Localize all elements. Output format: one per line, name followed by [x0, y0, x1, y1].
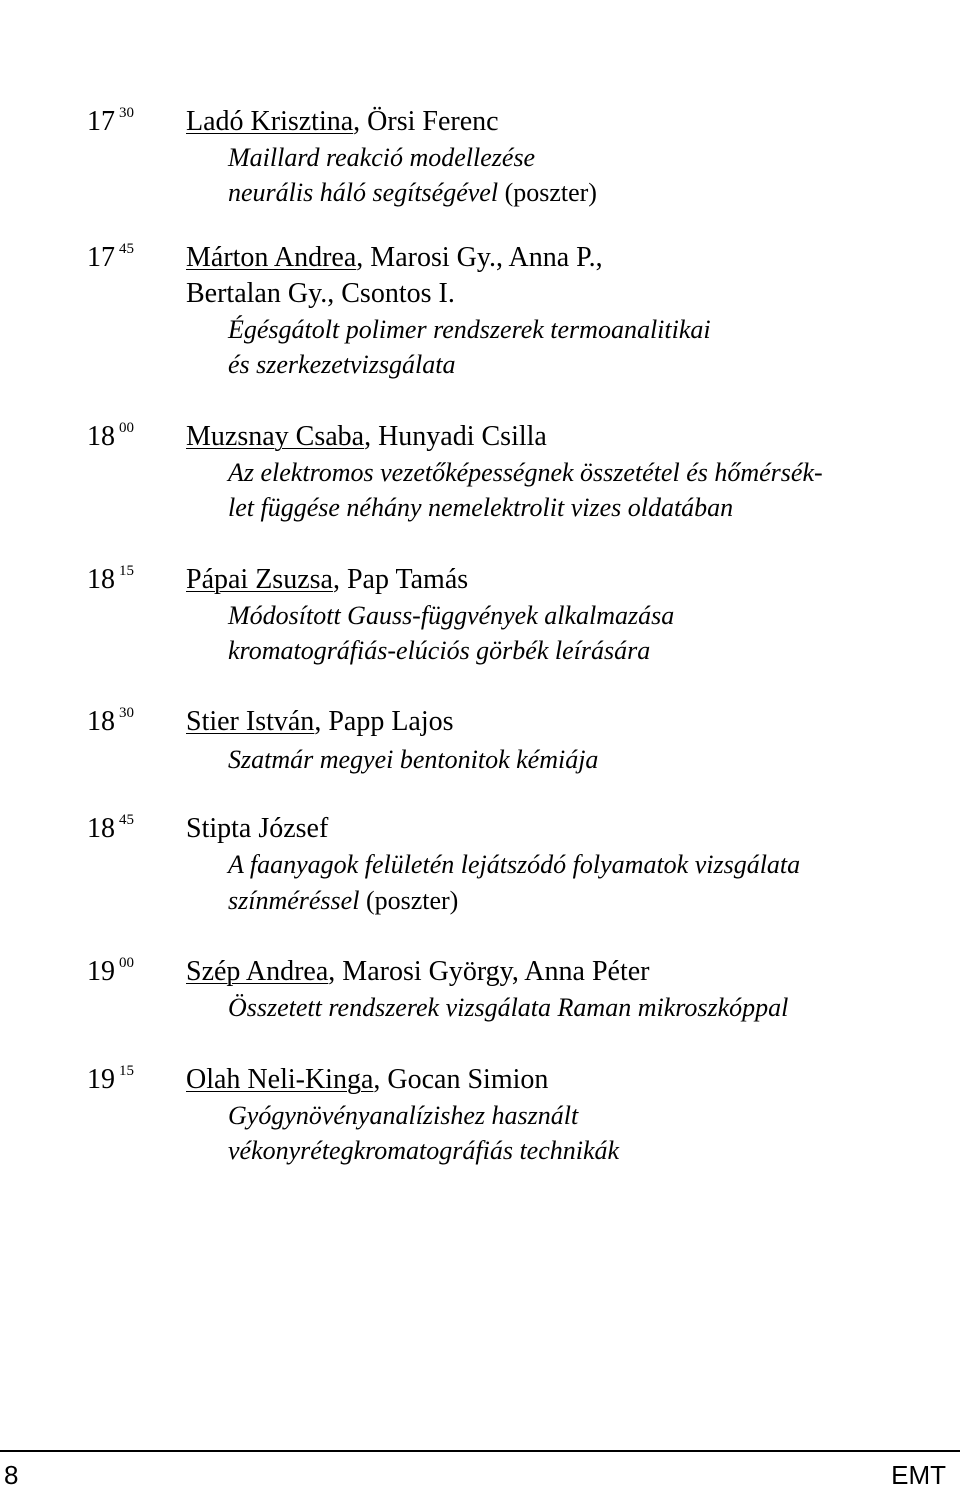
- talk-title: és szerkezetvizsgálata: [228, 350, 456, 379]
- authors-continued: Bertalan Gy., Csontos I.: [186, 278, 455, 309]
- talk-title: let függése néhány nemelektrolit vizes oldatában: [228, 493, 734, 522]
- talk-title: kromatográfiás-elúciós görbék leírására: [228, 636, 651, 665]
- talk-title: neurális háló segítségével (poszter): [228, 178, 597, 207]
- session-time: 19 $^{00}$: [87, 955, 134, 987]
- talk-title: A faanyagok felületén lejátszódó folyamatok vizsgálata: [228, 850, 801, 879]
- page-number: 8: [4, 1460, 19, 1490]
- session-time: 17 $^{30}$: [87, 105, 134, 137]
- authors: Stier István, Papp Lajos: [186, 706, 454, 737]
- session-time: 17 $^{45}$: [87, 241, 134, 273]
- session-time: 18 $^{45}$: [87, 812, 134, 844]
- talk-title: Gyógynövényanalízishez használt: [228, 1101, 579, 1130]
- talk-title: Szatmár megyei bentonitok kémiája: [228, 745, 599, 774]
- session-time: 18 $^{15}$: [87, 563, 134, 595]
- presenting-author: Ladó Krisztina: [186, 106, 354, 137]
- authors: Olah Neli-Kinga, Gocan Simion: [186, 1064, 549, 1095]
- footer-divider: [0, 1450, 960, 1452]
- talk-title: Égésgátolt polimer rendszerek termoanalitikai: [228, 315, 711, 344]
- session-time: 18 $^{30}$: [87, 705, 134, 737]
- session-time: 19 $^{15}$: [87, 1063, 134, 1095]
- session-time: 18 $^{00}$: [87, 420, 134, 452]
- authors: Szép Andrea, Marosi György, Anna Péter: [186, 956, 650, 987]
- journal-name: EMT: [891, 1460, 946, 1490]
- presenting-author: Muzsnay Csaba: [186, 421, 365, 452]
- talk-title: Az elektromos vezetőképességnek összetétel és hőmérsék-: [228, 458, 823, 487]
- authors: Muzsnay Csaba, Hunyadi Csilla: [186, 421, 547, 452]
- presenting-author: Olah Neli-Kinga: [186, 1064, 374, 1095]
- talk-title: Maillard reakció modellezése: [228, 143, 536, 172]
- page-footer: [0, 1450, 960, 1492]
- talk-title: Módosított Gauss-függvények alkalmazása: [228, 601, 675, 630]
- authors: Ladó Krisztina, Örsi Ferenc: [186, 106, 499, 137]
- authors: Márton Andrea, Marosi Gy., Anna P.,: [186, 242, 603, 273]
- authors: Pápai Zsuzsa, Pap Tamás: [186, 564, 469, 595]
- talk-title: vékonyrétegkromatográfiás technikák: [228, 1136, 620, 1165]
- presenting-author: Pápai Zsuzsa: [186, 564, 333, 595]
- presenting-author: Szép Andrea: [186, 956, 329, 987]
- authors: Stipta József: [186, 813, 329, 844]
- presenting-author: Stier István: [186, 706, 315, 737]
- talk-title: színméréssel (poszter): [228, 886, 459, 915]
- talk-title: Összetett rendszerek vizsgálata Raman mikroszkóppal: [228, 993, 789, 1022]
- presenting-author: Márton Andrea: [186, 242, 357, 273]
